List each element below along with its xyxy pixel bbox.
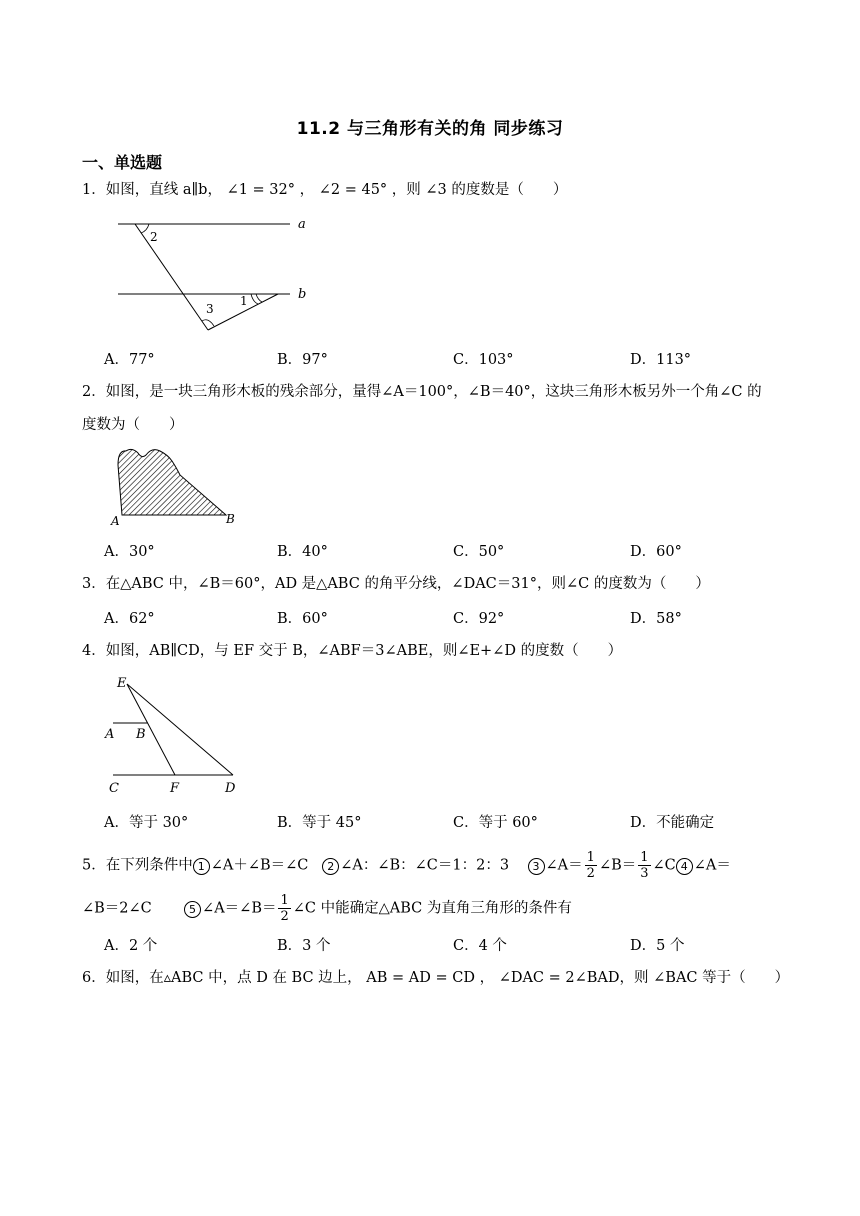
circled-1: 1 — [193, 858, 210, 875]
q5-condition-1: ∠A＋∠B＝∠C — [210, 857, 309, 874]
q5-option-b[interactable]: B．3 个 — [277, 938, 331, 954]
q4-option-b[interactable]: B．等于 45° — [277, 815, 362, 831]
label-b: b — [298, 287, 307, 302]
q2-option-b[interactable]: B．40° — [277, 544, 328, 560]
circled-4: 4 — [676, 858, 693, 875]
q1-option-d[interactable]: D．113° — [630, 352, 692, 368]
label-A: A — [105, 727, 115, 742]
q3-option-d[interactable]: D．58° — [630, 611, 682, 627]
q1-option-c[interactable]: C．103° — [453, 352, 514, 368]
question-6-text: 6．如图，在▵ABC 中，点 D 在 BC 边上， AB = AD = CD ， ∠DAC = 2∠BAD，则 ∠BAC 等于（ ） — [82, 970, 790, 986]
q4-option-d[interactable]: D．不能确定 — [630, 815, 715, 831]
q5-intro: 5．在下列条件中 — [82, 857, 193, 874]
q1-option-b[interactable]: B．97° — [277, 352, 328, 368]
label-a: a — [298, 217, 306, 232]
q3-option-c[interactable]: C．92° — [453, 611, 505, 627]
label-E: E — [117, 676, 127, 691]
label-B: B — [226, 512, 235, 526]
q2-option-c[interactable]: C．50° — [453, 544, 505, 560]
q5-condition-2: ∠A：∠B：∠C＝1：2：3 — [340, 857, 510, 874]
fraction-one-third: $\frac{1}{3}$ — [640, 850, 649, 881]
q2-option-d[interactable]: D．60° — [630, 544, 682, 560]
label-A: A — [111, 514, 120, 528]
q3-option-b[interactable]: B．60° — [277, 611, 328, 627]
question-2-line2: 度数为（ ） — [82, 417, 184, 433]
q5-condition-3a: ∠A＝ — [545, 857, 583, 874]
q4-option-c[interactable]: C．等于 60° — [453, 815, 538, 831]
fraction-one-half: $\frac{1}{2}$ — [586, 850, 595, 881]
label-B: B — [136, 727, 146, 742]
circled-5: 5 — [184, 901, 201, 918]
q5-condition-4b: ∠B＝2∠C — [82, 900, 152, 917]
circled-2: 2 — [322, 858, 339, 875]
question-5-line1 — [82, 850, 731, 881]
question-1-text: 1．如图，直线 a∥b， ∠1 = 32° ， ∠2 = 45° ，则 ∠3 的度数是（ ） — [82, 182, 568, 198]
q5-condition-5b: ∠C 中能确定△ABC 为直角三角形的条件有 — [292, 900, 572, 917]
fraction-one-half-2: $\frac{1}{2}$ — [280, 893, 289, 924]
page-title: 11.2 与三角形有关的角 同步练习 — [296, 119, 564, 139]
question-1-figure — [110, 212, 325, 337]
label-1: 1 — [240, 294, 248, 308]
q3-option-a[interactable]: A．62° — [104, 611, 155, 627]
label-3: 3 — [206, 302, 214, 316]
question-3-text: 3．在△ABC 中，∠B＝60°，AD 是△ABC 的角平分线，∠DAC＝31°，则∠C 的度数为（ ） — [82, 576, 710, 592]
q5-option-d[interactable]: D．5 个 — [630, 938, 685, 954]
label-D: D — [225, 781, 236, 796]
question-4-text: 4．如图，AB∥CD，与 EF 交于 B，∠ABF＝3∠ABE，则∠E+∠D 的度数（ ） — [82, 643, 623, 659]
label-F: F — [170, 781, 180, 796]
q5-condition-5a: ∠A＝∠B＝ — [202, 900, 277, 917]
q5-option-c[interactable]: C．4 个 — [453, 938, 507, 954]
question-2-figure — [108, 445, 243, 530]
q5-option-a[interactable]: A．2 个 — [104, 938, 158, 954]
q5-condition-3b: ∠B＝ — [598, 857, 637, 874]
q2-option-a[interactable]: A．30° — [104, 544, 155, 560]
question-2-line1: 2．如图，是一块三角形木板的残余部分，量得∠A＝100°，∠B＝40°，这块三角形木板另外一个角∠C 的 — [82, 384, 762, 400]
label-C: C — [109, 781, 119, 796]
label-2: 2 — [150, 230, 158, 244]
q1-option-a[interactable]: A．77° — [104, 352, 155, 368]
q4-option-a[interactable]: A．等于 30° — [104, 815, 189, 831]
section-heading: 一、单选题 — [82, 153, 163, 172]
question-5-line2 — [82, 893, 572, 924]
circled-3: 3 — [528, 858, 545, 875]
q5-condition-4a: ∠A＝ — [693, 857, 731, 874]
q5-condition-3c: ∠C — [652, 857, 676, 874]
question-4-figure — [103, 672, 248, 800]
